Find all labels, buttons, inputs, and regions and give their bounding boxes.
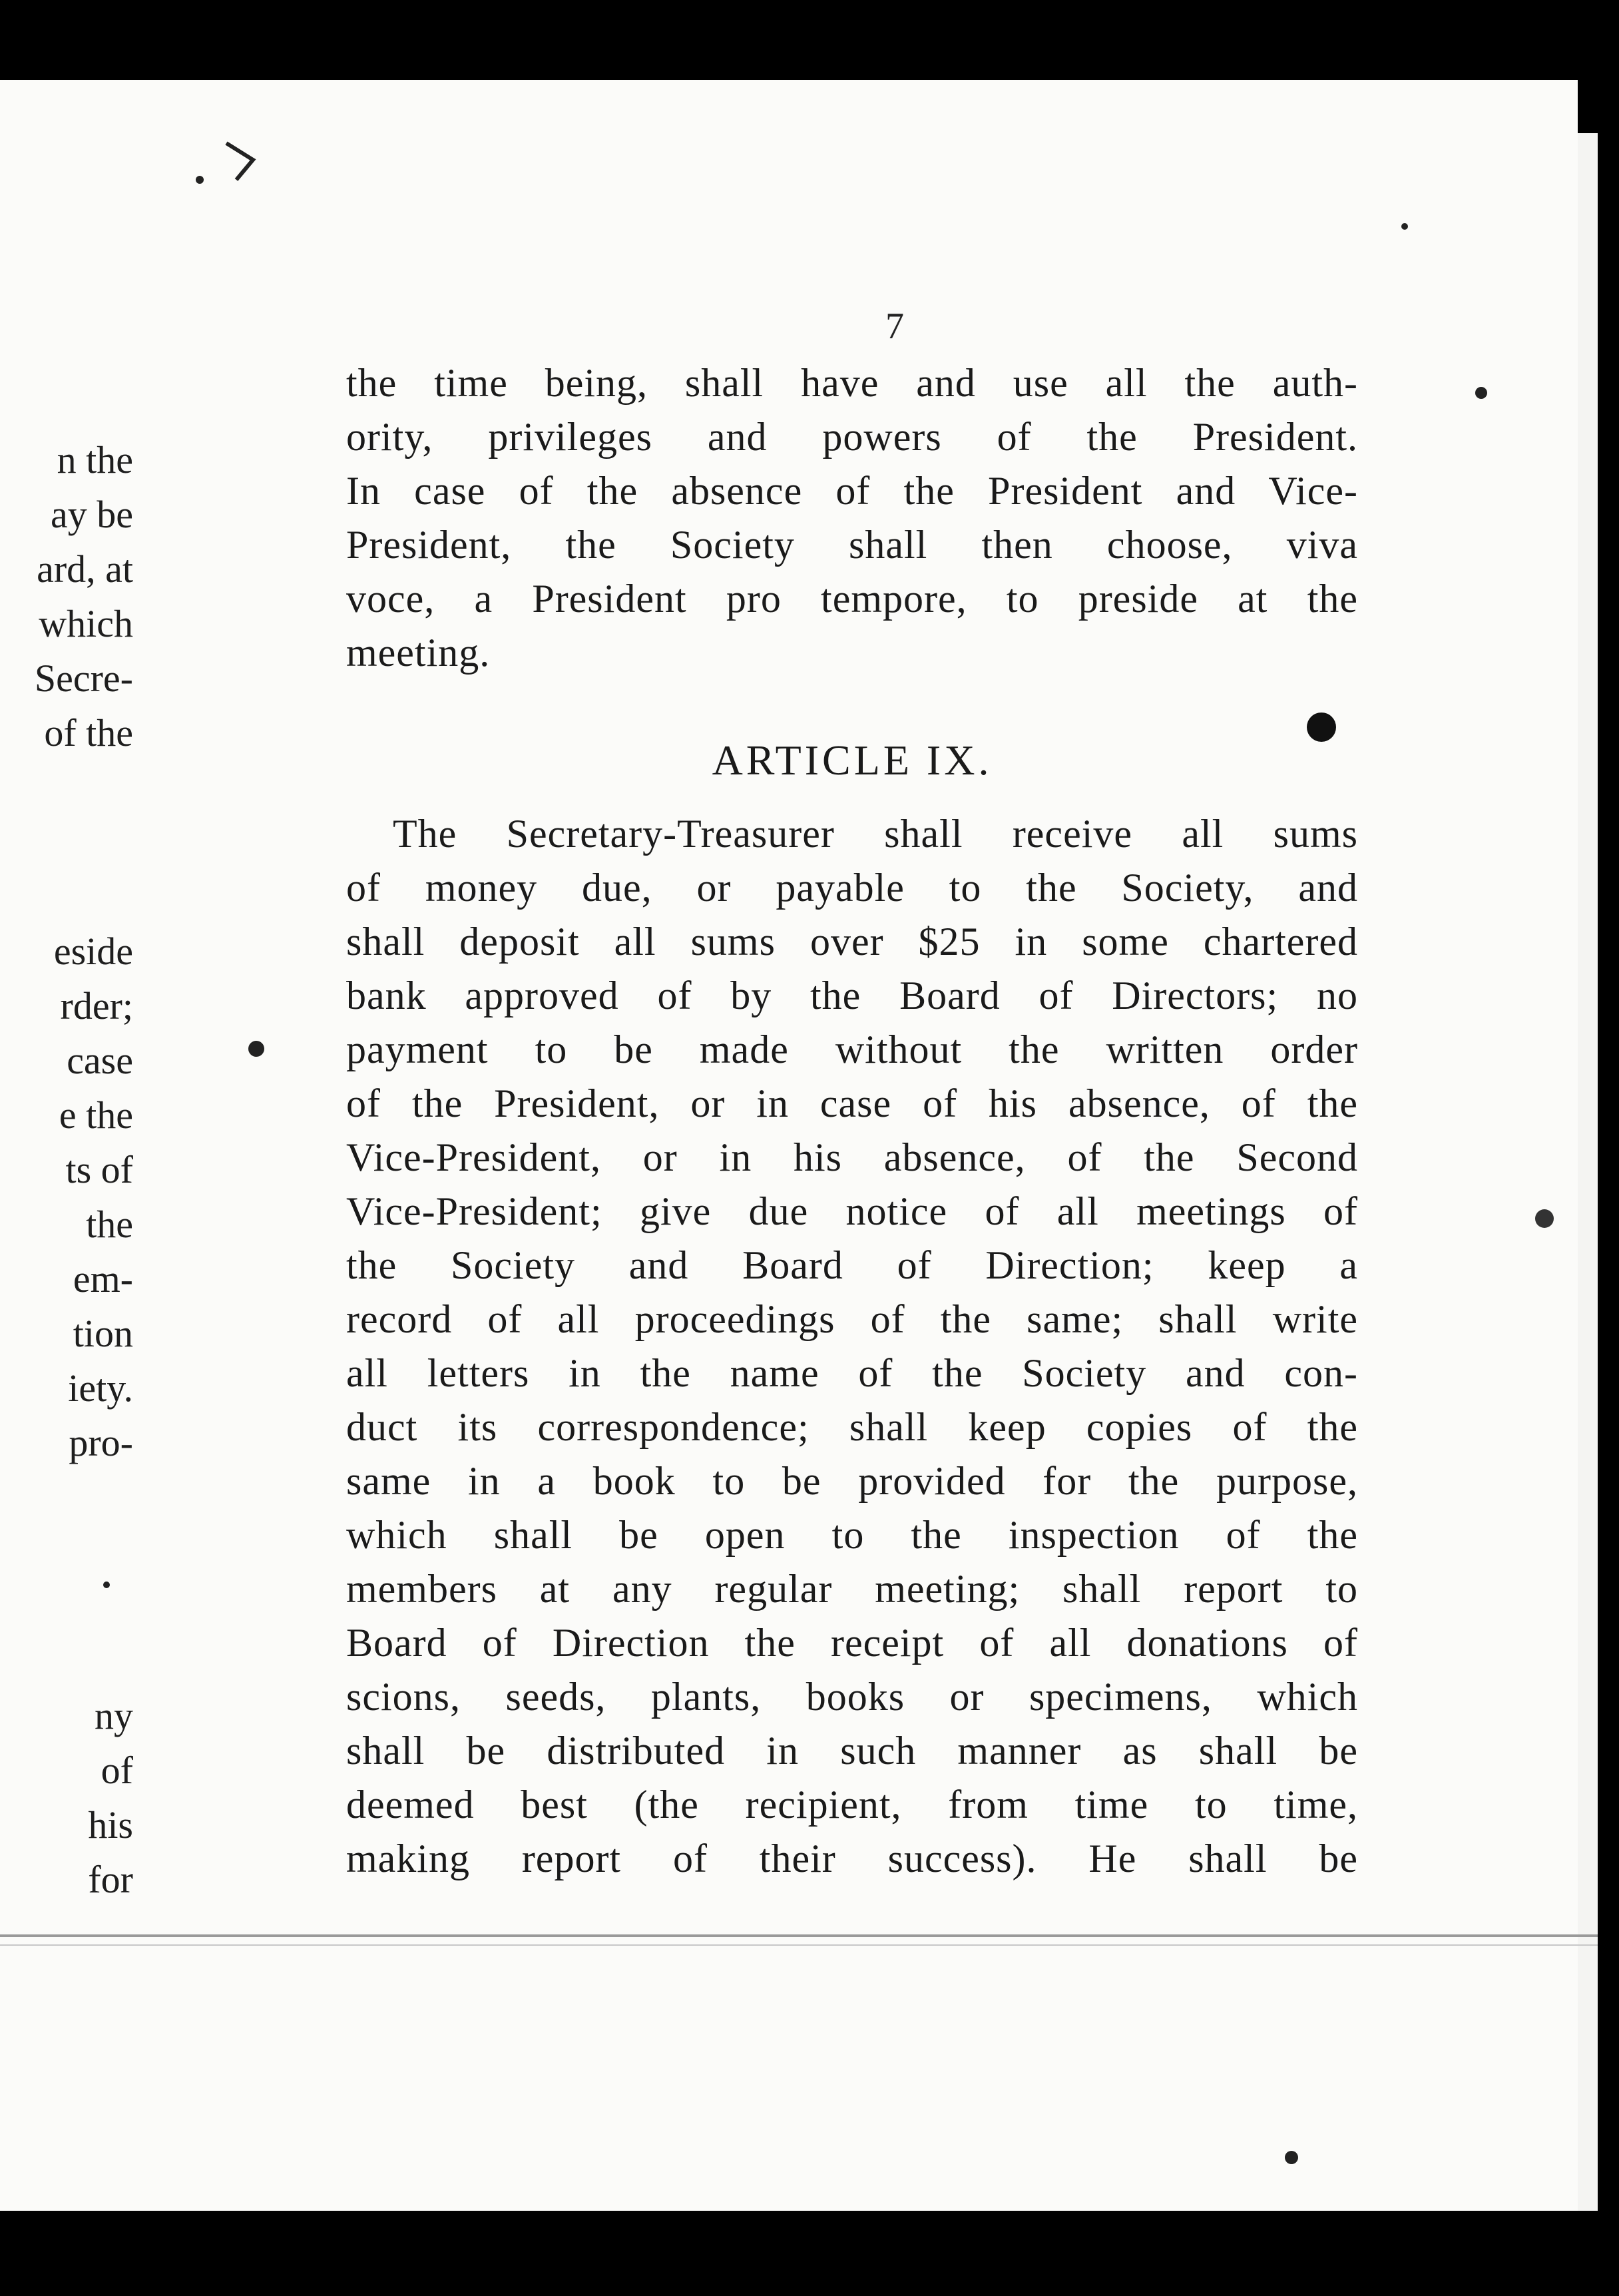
- text-line: shall deposit all sums over $25 in some chartered: [346, 920, 1358, 964]
- text-line: bank approved of by the Board of Directors; no: [346, 974, 1358, 1017]
- fragment-line: iety.: [68, 1366, 133, 1410]
- text-line: President, the Society shall then choose, viva: [346, 523, 1358, 567]
- fragment-line: n the: [57, 438, 133, 481]
- ink-speck: [248, 1041, 264, 1057]
- fragment-line: tion: [73, 1312, 133, 1355]
- fragment-line: ts of: [65, 1148, 133, 1191]
- fragment-line: case: [67, 1039, 133, 1082]
- text-line: Board of Direction the receipt of all donations of: [346, 1621, 1358, 1665]
- scan-border-bottom: [0, 2217, 1619, 2296]
- ink-speck: [1285, 2151, 1298, 2164]
- fragment-line: eside: [53, 930, 133, 973]
- text-line: meeting.: [346, 631, 491, 675]
- text-line: In case of the absence of the President and Vice-: [346, 469, 1358, 513]
- text-line: of money due, or payable to the Society, and: [346, 866, 1358, 910]
- fragment-line: Secre-: [34, 657, 133, 700]
- ink-speck: [1535, 1209, 1554, 1228]
- fragment-line: for: [88, 1858, 133, 1901]
- text-line: duct its correspondence; shall keep copies of the: [346, 1405, 1358, 1449]
- text-line: members at any regular meeting; shall report to: [346, 1567, 1358, 1611]
- text-line: voce, a President pro tempore, to preside at the: [346, 577, 1358, 621]
- ink-speck: [1475, 387, 1487, 399]
- fold-line: [0, 1934, 1598, 1937]
- text-line: Vice-President, or in his absence, of the Second: [346, 1135, 1358, 1179]
- text-line: the time being, shall have and use all the auth-: [346, 361, 1358, 405]
- page-number: 7: [885, 306, 904, 347]
- text-line: shall be distributed in such manner as shall be: [346, 1729, 1358, 1773]
- text-line: Vice-President; give due notice of all meetings of: [346, 1189, 1358, 1233]
- fragment-line: his: [88, 1803, 133, 1847]
- text-line: of the President, or in case of his absence, of the: [346, 1081, 1358, 1125]
- text-line: record of all proceedings of the same; shall write: [346, 1297, 1358, 1341]
- fragment-line: ny: [95, 1694, 133, 1737]
- ink-speck: [1401, 223, 1408, 230]
- fragment-line: the: [86, 1203, 133, 1246]
- text-line: The Secretary-Treasurer shall receive all sums: [393, 812, 1358, 856]
- text-line: deemed best (the recipient, from time to time,: [346, 1783, 1358, 1827]
- ink-blot: [1307, 713, 1336, 742]
- text-line: the Society and Board of Direction; keep a: [346, 1243, 1358, 1287]
- fragment-line: pro-: [69, 1421, 133, 1464]
- fragment-line: of the: [44, 711, 133, 754]
- ink-speck: [196, 176, 204, 184]
- fragment-line: rder;: [60, 984, 133, 1027]
- text-line: which shall be open to the inspection of the: [346, 1513, 1358, 1557]
- fragment-line: em-: [73, 1257, 133, 1300]
- fragment-line: ay be: [51, 493, 133, 536]
- fragment-line: of: [101, 1749, 133, 1792]
- pen-mark: [226, 143, 253, 180]
- fragment-line: ard, at: [37, 547, 133, 591]
- article-heading: ARTICLE IX.: [712, 736, 993, 784]
- fragment-line: which: [39, 602, 133, 645]
- fold-line-shadow: [0, 1944, 1598, 1946]
- text-line: same in a book to be provided for the purpose,: [346, 1459, 1358, 1503]
- text-line: all letters in the name of the Society and con-: [346, 1351, 1358, 1395]
- text-line: scions, seeds, plants, books or specimens, which: [346, 1675, 1358, 1719]
- text-line: ority, privileges and powers of the President.: [346, 415, 1358, 459]
- ink-speck: [103, 1581, 110, 1588]
- text-line: payment to be made without the written order: [346, 1027, 1358, 1071]
- fragment-line: e the: [59, 1093, 133, 1137]
- text-line: making report of their success). He shall be: [346, 1837, 1358, 1880]
